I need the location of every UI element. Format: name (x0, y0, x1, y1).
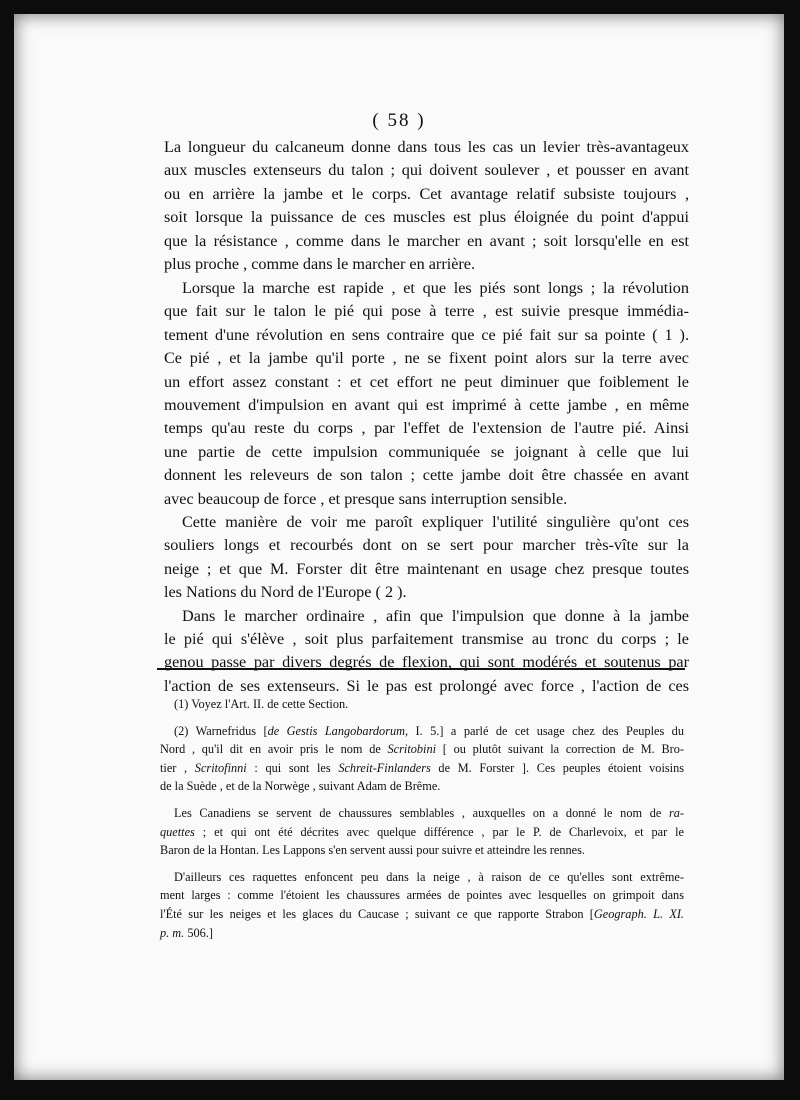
footnote-italic: Scritofinni (194, 760, 247, 775)
footnote-line: Baron de la Hontan. Les Lappons s'en servent aussi pour suivre et atteindre les rennes. (160, 843, 585, 858)
footnote-text: de M. Forster ]. Ces peuples étoient voisins (430, 760, 685, 775)
footnote-3 (160, 804, 684, 860)
footnote-line (160, 759, 684, 778)
footnote-italic: Geograph. L. XI. (593, 906, 684, 921)
text-line: neige ; et que M. Forster dit être maintenant en usage chez presque toutes (164, 559, 689, 578)
text-line: que la résistance , comme dans le marcher en avant ; soit lorsqu'elle en est (164, 231, 689, 250)
footnote-text: : qui sont les (246, 760, 339, 775)
text-line: aux muscles extenseurs du talon ; qui doivent soulever , et pousser en avant (164, 161, 689, 180)
footnote-line (160, 823, 684, 842)
footnote-italic: Schreit-Finlanders (338, 760, 431, 775)
footnote-text: , I. 5.] a parlé de cet usage chez des Peuples du (405, 723, 684, 738)
footnote-italic: p. m. (160, 925, 185, 940)
book-page (14, 14, 784, 1080)
text-line: Dans le marcher ordinaire , afin que l'impulsion que donne à la jambe (182, 606, 689, 625)
footnote-text: Nord , qu'il dit en avoir pris le nom de (160, 742, 388, 757)
footnote-text: 506.] (184, 925, 213, 940)
text-line: ou en arrière la jambe et le corps. Cet avantage relatif subsiste toujours , (164, 184, 689, 203)
footnote-line (160, 905, 684, 924)
text-line: soit lorsque la puissance de ces muscles est plus éloignée du point d'appui (164, 208, 689, 227)
footnote-line (160, 740, 684, 759)
text-line: donnent les releveurs de son talon ; cette jambe doit être chassée en avant (164, 466, 689, 485)
text-line: plus proche , comme dans le marcher en arrière. (164, 255, 476, 274)
footnotes (160, 695, 684, 950)
text-line: Lorsque la marche est rapide , et que les piés sont longs ; la révolution (182, 278, 689, 297)
text-line: souliers longs et recourbés dont on se sert pour marcher très-vîte sur la (164, 536, 689, 555)
footnote-4 (160, 868, 684, 942)
paragraph-4 (164, 605, 689, 699)
main-text (164, 136, 689, 698)
paragraph-3 (164, 511, 689, 605)
paragraph-2 (164, 277, 689, 511)
footnote-line (160, 924, 684, 943)
footnote-line (160, 722, 684, 741)
text-line: que fait sur le talon le pié qui pose à terre , est suivie presque immédia- (164, 302, 689, 321)
footnote-italic: Scritobini (387, 742, 437, 757)
text-line: une partie de cette impulsion communiquée se joignant à celle que lui (164, 442, 689, 461)
text-line: mouvement d'impulsion en avant qui est imprimé à cette jambe , en même (164, 395, 689, 414)
footnote-line (160, 804, 684, 823)
text-line: avec beaucoup de force , et presque sans interruption sensible. (164, 489, 568, 508)
footnote-text: (2) Warnefridus [ (174, 723, 268, 738)
footnote-italic: quettes (160, 824, 195, 839)
text-line: genou passe par divers degrés de flexion, qui sont modérés et soutenus par (164, 653, 689, 672)
footnote-text: ; et qui ont été décrites avec quelque différence , par le P. de Charlevoix, et par le (194, 824, 684, 839)
text-line: Cette manière de voir me paroît expliquer l'utilité singulière qu'ont ces (182, 513, 689, 531)
text-line: le pié qui s'élève , soit plus parfaitement transmise au tronc du corps ; le (164, 630, 689, 649)
footnote-2 (160, 722, 684, 796)
footnote-1 (160, 695, 684, 714)
footnote-line: (1) Voyez l'Art. II. de cette Section. (174, 697, 349, 711)
paragraph-1 (164, 136, 689, 276)
text-line: un effort assez constant : et cet effort ne peut diminuer que foiblement le (164, 372, 689, 391)
text-line: Ce pié , et la jambe qu'il porte , ne se fixent point alors sur la terre avec (164, 349, 689, 368)
footnote-text: tier , (160, 760, 195, 775)
text-line: temps qu'au reste du corps , par l'effet de l'extension de l'autre pié. Ainsi (164, 419, 689, 438)
footnote-divider (157, 668, 685, 670)
footnote-line: ment larges : comme l'étoient les chaussures armées de pointes avec lesquelles on grimpoit dans (160, 888, 684, 903)
footnote-text: [ ou plutôt suivant la correction de M. Bro- (436, 742, 684, 757)
footnote-text: l'Été sur les neiges et les glaces du Caucase ; suivant ce que rapporte Strabon [ (160, 906, 594, 921)
footnote-line: de la Suède , et de la Norwège , suivant Adam de Brême. (160, 779, 441, 794)
page-number: ( 58 ) (372, 110, 426, 131)
footnote-text: Les Canadiens se servent de chaussures semblables , auxquelles on a donné le nom de (174, 805, 669, 820)
text-line: La longueur du calcaneum donne dans tous les cas un levier très-avantageux (164, 138, 689, 156)
text-line: les Nations du Nord de l'Europe ( 2 ). (164, 583, 407, 602)
footnote-italic: de Gestis Langobardorum (267, 723, 406, 738)
footnote-line: D'ailleurs ces raquettes enfoncent peu dans la neige , à raison de ce qu'elles sont extrême- (174, 869, 684, 884)
text-line: l'action de ses extenseurs. Si le pas est prolongé avec force , l'action de ces (164, 676, 689, 695)
footnote-italic: ra- (668, 805, 684, 820)
text-line: tement d'une révolution en sens contraire que ce pié fait sur sa pointe ( 1 ). (164, 325, 689, 344)
